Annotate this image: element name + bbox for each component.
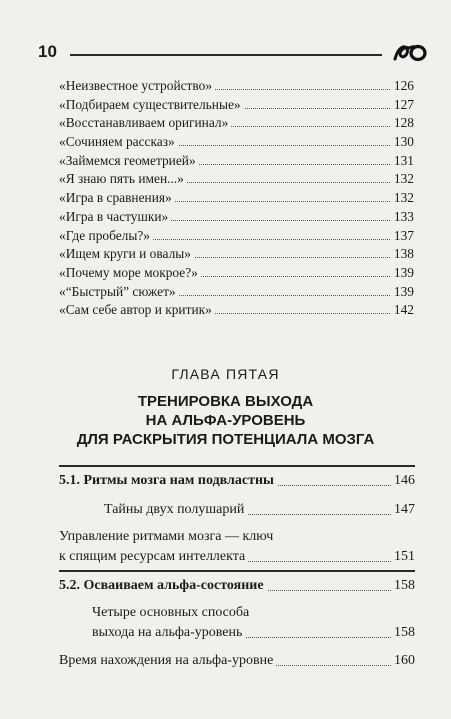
- toc-item-page: 126: [391, 77, 414, 96]
- toc-item: [59, 189, 414, 208]
- toc-item-title: «Я знаю пять имен...»: [59, 170, 187, 189]
- toc-item-page: 127: [391, 96, 414, 115]
- toc-item: [59, 264, 414, 283]
- chapter-label: ГЛАВА ПЯТАЯ: [171, 366, 280, 382]
- toc-item-page: 132: [391, 189, 414, 208]
- toc-item-page: 142: [391, 301, 414, 320]
- publisher-logo-icon: [392, 40, 428, 64]
- chapter-title-line: ДЛЯ РАСКРЫТИЯ ПОТЕНЦИАЛА МОЗГА: [76, 431, 375, 448]
- toc-item: [59, 283, 414, 302]
- chapter-title-line: НА АЛЬФА-УРОВЕНЬ: [145, 412, 306, 429]
- toc-item-page: 132: [391, 170, 414, 189]
- section-heading: [59, 471, 415, 491]
- toc-item: [59, 96, 414, 115]
- subsection-title: Время нахождения на альфа-уровне: [59, 651, 276, 671]
- section-divider: [59, 465, 415, 467]
- toc-list: [59, 77, 414, 320]
- header-rule: [70, 54, 382, 56]
- subsection-entry: [59, 527, 415, 567]
- section-title: 5.2. Осваиваем альфа-состояние: [59, 576, 267, 596]
- toc-item: [59, 114, 414, 133]
- subsection-entry: [104, 500, 415, 520]
- toc-item: [59, 170, 414, 189]
- toc-item: [59, 208, 414, 227]
- chapter-title: [0, 392, 451, 449]
- section-page: 158: [391, 576, 415, 596]
- subsection-title-line: выхода на альфа-уровень: [92, 623, 245, 643]
- toc-item-page: 139: [391, 283, 414, 302]
- subsection-title: Тайны двух полушарий: [104, 500, 247, 520]
- toc-item-page: 133: [391, 208, 414, 227]
- toc-item-title: «Почему море мокрое?»: [59, 264, 201, 283]
- subsection-title-line: Управление ритмами мозга — ключ: [59, 529, 274, 544]
- subsection-page: 147: [391, 500, 415, 520]
- toc-item-title: «“Быстрый” сюжет»: [59, 283, 179, 302]
- toc-item-page: 137: [391, 227, 414, 246]
- toc-item-page: 138: [391, 245, 414, 264]
- toc-item-page: 130: [391, 133, 414, 152]
- page-header: [30, 40, 428, 64]
- subsection-entry: [92, 603, 415, 643]
- section-divider: [59, 570, 415, 572]
- toc-item-title: «Игра в сравнения»: [59, 189, 175, 208]
- toc-item: [59, 133, 414, 152]
- toc-item-page: 131: [391, 152, 414, 171]
- page-number: 10: [38, 42, 57, 61]
- section-title: 5.1. Ритмы мозга нам подвластны: [59, 471, 277, 491]
- toc-item-title: «Неизвестное устройство»: [59, 77, 215, 96]
- toc-item-title: «Игра в частушки»: [59, 208, 171, 227]
- toc-item-page: 128: [391, 114, 414, 133]
- section-page: 146: [391, 471, 415, 491]
- section-heading: [59, 576, 415, 596]
- subsection-entry: [59, 651, 415, 671]
- toc-item: [59, 245, 414, 264]
- toc-item-title: «Подбираем существительные»: [59, 96, 244, 115]
- toc-item: [59, 227, 414, 246]
- subsection-page: 151: [391, 547, 415, 567]
- toc-item-page: 139: [391, 264, 414, 283]
- toc-item-title: «Займемся геометрией»: [59, 152, 199, 171]
- toc-item-title: «Ищем круги и овалы»: [59, 245, 194, 264]
- subsection-page: 160: [391, 651, 415, 671]
- subsection-title-line: Четыре основных способа: [92, 605, 250, 620]
- toc-item: [59, 77, 414, 96]
- subsection-title-line: к спящим ресурсам интеллекта: [59, 547, 248, 567]
- toc-item-title: «Сочиняем рассказ»: [59, 133, 178, 152]
- toc-item: [59, 301, 414, 320]
- toc-item: [59, 152, 414, 171]
- toc-item-title: «Где пробелы?»: [59, 227, 153, 246]
- toc-item-title: «Восстанавливаем оригинал»: [59, 114, 231, 133]
- toc-item-title: «Сам себе автор и критик»: [59, 301, 215, 320]
- subsection-page: 158: [391, 623, 415, 643]
- chapter-title-line: ТРЕНИРОВКА ВЫХОДА: [137, 393, 314, 410]
